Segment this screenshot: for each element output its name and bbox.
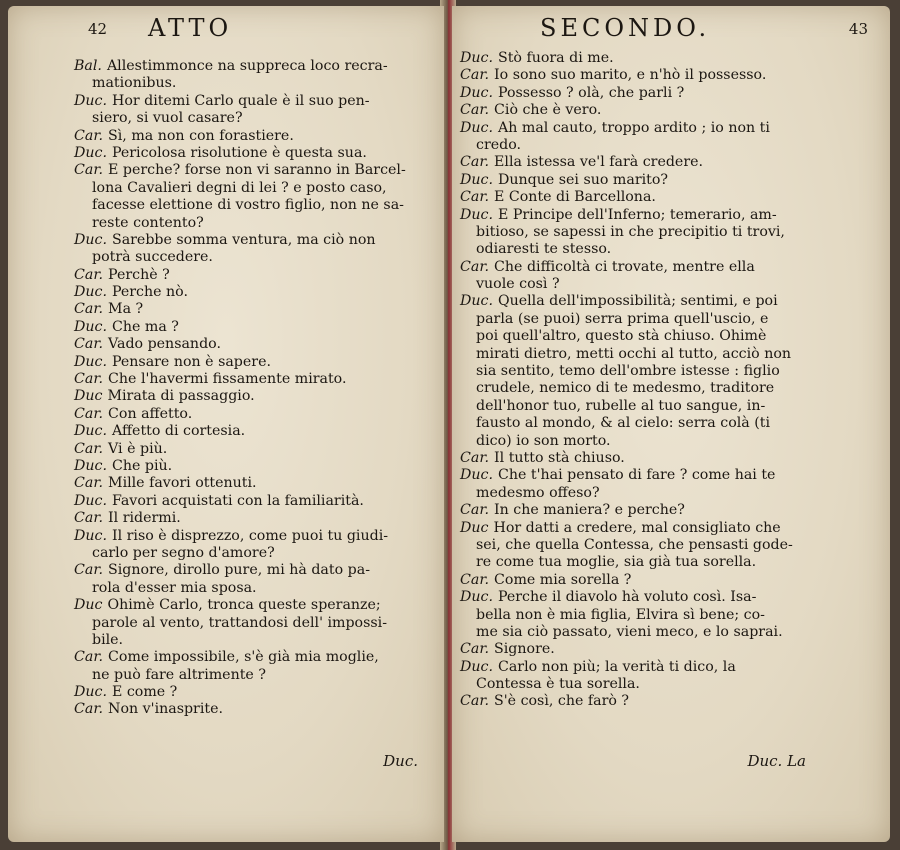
page-number: 43: [848, 20, 868, 38]
line-text: S'è così, che farò ?: [494, 693, 630, 710]
line-text: Io sono suo marito, e n'hò il possesso.: [494, 67, 767, 84]
text-line: [452, 624, 890, 641]
speaker-label: Car.: [74, 336, 104, 353]
speaker-label: Duc.: [460, 171, 493, 188]
line-text: Sarebbe somma ventura, ma ciò non: [111, 231, 376, 248]
text-line: [8, 667, 444, 684]
speaker-label: Car.: [460, 571, 490, 588]
speaker-label: Duc.: [74, 353, 107, 370]
line-text: Come impossibile, s'è già mia moglie,: [108, 649, 379, 666]
text-line: [8, 284, 444, 301]
line-text: bile.: [92, 631, 124, 648]
catchword: Duc. La: [747, 752, 806, 770]
line-text: Non v'inasprite.: [108, 701, 223, 718]
line-text: Che ma ?: [111, 318, 179, 335]
text-line: [8, 354, 444, 371]
line-text: Ah mal cauto, troppo ardito ; io non ti: [497, 119, 770, 136]
line-text: Pericolosa risolutione è questa sua.: [111, 144, 367, 161]
text-line: [452, 537, 890, 554]
line-text: Perche il diavolo hà voluto così. Isa-: [497, 589, 757, 606]
line-text: E come ?: [111, 684, 178, 701]
line-text: me sia ciò passato, vieni meco, e lo saprai.: [476, 623, 783, 640]
text-line: [452, 293, 890, 310]
speaker-label: Duc.: [74, 92, 107, 109]
text-line: [8, 475, 444, 492]
text-line: [8, 128, 444, 145]
line-text: mationibus.: [92, 75, 177, 92]
line-text: parla (se puoi) serra prima quell'uscio, e: [476, 310, 769, 327]
text-line: [8, 145, 444, 162]
speaker-label: Duc.: [74, 423, 107, 440]
line-text: Stò fuora di me.: [497, 50, 614, 66]
text-line: [452, 328, 890, 345]
line-text: re come tua moglie, sia già tua sorella.: [476, 554, 757, 571]
line-text: E perche? forse non vi saranno in Barcel-: [108, 162, 406, 179]
line-text: Signore.: [494, 641, 555, 658]
line-text: Mille favori ottenuti.: [108, 475, 257, 492]
speaker-label: Car.: [460, 502, 490, 519]
text-line: [8, 319, 444, 336]
speaker-label: Car.: [74, 301, 104, 318]
speaker-label: Car.: [74, 510, 104, 527]
text-line: [452, 137, 890, 154]
text-line: [8, 423, 444, 440]
text-line: [8, 58, 444, 75]
text-line: [452, 467, 890, 484]
text-line: [452, 154, 890, 171]
speaker-label: Duc.: [74, 492, 107, 509]
text-line: [452, 520, 890, 537]
text-line: [452, 450, 890, 467]
text-line: [452, 485, 890, 502]
text-line: [8, 493, 444, 510]
text-line: [8, 545, 444, 562]
line-text: bella non è mia figlia, Elvira sì bene; co-: [476, 606, 765, 623]
text-line: [452, 346, 890, 363]
speaker-label: Duc.: [460, 119, 493, 136]
line-text: sia sentito, temo dell'ombre istesse : figlio: [476, 363, 780, 380]
line-text: Signore, dirollo pure, mi hà dato pa-: [108, 562, 370, 579]
text-line: [8, 510, 444, 527]
text-line: [8, 371, 444, 388]
text-line: [452, 554, 890, 571]
text-line: [8, 249, 444, 266]
text-line: [452, 433, 890, 450]
line-text: Vi è più.: [108, 440, 168, 457]
line-text: ne può fare altrimente ?: [92, 666, 266, 683]
text-line: [452, 693, 890, 710]
text-line: [452, 659, 890, 676]
line-text: Che l'havermi fissamente mirato.: [108, 371, 347, 388]
speaker-label: Duc.: [460, 589, 493, 606]
speaker-label: Duc: [460, 519, 489, 536]
text-line: [8, 632, 444, 649]
speaker-label: Car.: [460, 102, 490, 119]
running-head: ATTO: [148, 14, 233, 42]
line-text: Carlo non più; la verità ti dico, la: [497, 658, 736, 675]
left-page: [8, 6, 444, 842]
catchword: Duc.: [383, 752, 418, 770]
speaker-label: Bal.: [74, 58, 102, 74]
speaker-label: Duc.: [460, 658, 493, 675]
line-text: poi quell'altro, questo stà chiuso. Ohimè: [476, 328, 767, 345]
line-text: sei, che quella Contessa, che pensasti gode-: [476, 536, 793, 553]
line-text: Perche nò.: [111, 284, 188, 301]
text-line: [452, 398, 890, 415]
text-line: [452, 102, 890, 119]
speaker-label: Car.: [74, 405, 104, 422]
text-line: [8, 197, 444, 214]
speaker-label: Car.: [74, 649, 104, 666]
speaker-label: Duc.: [74, 144, 107, 161]
text-line: [452, 276, 890, 293]
text-line: [8, 180, 444, 197]
line-text: Il ridermi.: [108, 510, 181, 527]
text-line: [8, 562, 444, 579]
text-line: [8, 441, 444, 458]
line-text: Allestimmonce na suppreca loco recra-: [106, 58, 388, 74]
line-text: crudele, nemico di te medesmo, traditore: [476, 380, 775, 397]
text-line: [452, 189, 890, 206]
speaker-label: Duc.: [74, 284, 107, 301]
speaker-label: Car.: [460, 449, 490, 466]
text-line: [8, 649, 444, 666]
speaker-label: Car.: [460, 67, 490, 84]
speaker-label: Car.: [74, 475, 104, 492]
line-text: carlo per segno d'amore?: [92, 544, 275, 561]
line-text: Hor datti a credere, mal consigliato che: [493, 519, 781, 536]
text-line: [452, 50, 890, 67]
line-text: parole al vento, trattandosi dell' impossi-: [92, 614, 387, 631]
speaker-label: Car.: [460, 693, 490, 710]
line-text: Pensare non è sapere.: [111, 353, 271, 370]
line-text: rola d'esser mia sposa.: [92, 579, 257, 596]
speaker-label: Duc: [74, 597, 103, 614]
line-text: Favori acquistati con la familiarità.: [111, 492, 364, 509]
line-text: credo.: [476, 136, 522, 153]
line-text: Hor ditemi Carlo quale è il suo pen-: [111, 92, 370, 109]
speaker-label: Car.: [460, 154, 490, 171]
speaker-label: Car.: [460, 258, 490, 275]
text-line: [8, 301, 444, 318]
text-line: [8, 267, 444, 284]
text-line: [8, 458, 444, 475]
line-text: Quella dell'impossibilità; sentimi, e poi: [497, 293, 778, 310]
speaker-label: Car.: [460, 641, 490, 658]
speaker-label: Duc.: [460, 467, 493, 484]
speaker-label: Car.: [460, 189, 490, 206]
text-line: [452, 641, 890, 658]
text-line: [8, 597, 444, 614]
text-line: [8, 93, 444, 110]
speaker-label: Duc.: [74, 527, 107, 544]
running-head: SECONDO.: [540, 14, 711, 42]
text-line: [8, 701, 444, 718]
speaker-label: Duc.: [460, 50, 493, 66]
line-text: Ohimè Carlo, tronca queste speranze;: [107, 597, 381, 614]
speaker-label: Duc.: [460, 293, 493, 310]
text-line: [452, 572, 890, 589]
right-page: [452, 6, 890, 842]
text-line: [452, 607, 890, 624]
text-line: [452, 311, 890, 328]
line-text: E Conte di Barcellona.: [494, 189, 656, 206]
text-line: [8, 388, 444, 405]
text-block: [452, 50, 890, 711]
line-text: Che t'hai pensato di fare ? come hai te: [497, 467, 776, 484]
speaker-label: Duc: [74, 388, 103, 405]
line-text: Dunque sei suo marito?: [497, 171, 669, 188]
line-text: Con affetto.: [108, 405, 193, 422]
line-text: E Principe dell'Inferno; temerario, am-: [497, 206, 777, 223]
line-text: Il tutto stà chiuso.: [494, 449, 625, 466]
line-text: Mirata di passaggio.: [107, 388, 255, 405]
text-line: [452, 172, 890, 189]
text-line: [452, 589, 890, 606]
text-line: [8, 232, 444, 249]
line-text: Contessa è tua sorella.: [476, 676, 640, 693]
speaker-label: Car.: [74, 371, 104, 388]
text-line: [452, 207, 890, 224]
line-text: mirati dietro, metti occhi al tutto, acciò non: [476, 345, 792, 362]
text-line: [452, 380, 890, 397]
text-line: [8, 684, 444, 701]
line-text: dell'honor tuo, rubelle al tuo sangue, in-: [476, 397, 766, 414]
line-text: odiaresti te stesso.: [476, 241, 612, 258]
text-line: [452, 85, 890, 102]
line-text: Il riso è disprezzo, come puoi tu giudi-: [111, 527, 389, 544]
line-text: In che maniera? e perche?: [494, 502, 685, 519]
line-text: Affetto di cortesia.: [111, 423, 246, 440]
speaker-label: Car.: [74, 162, 104, 179]
line-text: siero, si vuol casare?: [92, 110, 243, 127]
text-line: [452, 259, 890, 276]
speaker-label: Duc.: [74, 684, 107, 701]
line-text: vuole così ?: [476, 276, 560, 293]
speaker-label: Car.: [74, 701, 104, 718]
line-text: Sì, ma non con forastiere.: [108, 127, 294, 144]
line-text: potrà succedere.: [92, 249, 213, 266]
line-text: fausto al mondo, & al cielo: serra colà (ti: [476, 415, 771, 432]
text-line: [8, 336, 444, 353]
text-block: [8, 58, 444, 719]
line-text: Ciò che è vero.: [494, 102, 602, 119]
text-line: [8, 406, 444, 423]
speaker-label: Duc.: [460, 84, 493, 101]
line-text: Possesso ? olà, che parli ?: [497, 84, 685, 101]
line-text: bitioso, se sapessi in che precipitio ti trovi,: [476, 223, 785, 240]
text-line: [8, 580, 444, 597]
text-line: [452, 67, 890, 84]
text-line: [452, 224, 890, 241]
text-line: [8, 615, 444, 632]
speaker-label: Duc.: [460, 206, 493, 223]
text-line: [452, 120, 890, 137]
line-text: Che più.: [111, 457, 173, 474]
line-text: Ma ?: [108, 301, 144, 318]
line-text: medesmo offeso?: [476, 484, 600, 501]
page-number: 42: [88, 20, 108, 38]
speaker-label: Car.: [74, 127, 104, 144]
line-text: reste contento?: [92, 214, 204, 231]
text-line: [452, 415, 890, 432]
line-text: Ella istessa ve'l farà credere.: [494, 154, 704, 171]
text-line: [452, 363, 890, 380]
speaker-label: Car.: [74, 440, 104, 457]
line-text: Che difficoltà ci trovate, mentre ella: [494, 258, 755, 275]
speaker-label: Car.: [74, 266, 104, 283]
line-text: Come mia sorella ?: [494, 571, 632, 588]
text-line: [8, 162, 444, 179]
line-text: Vado pensando.: [108, 336, 221, 353]
line-text: lona Cavalieri degni di lei ? e posto caso,: [92, 179, 387, 196]
line-text: facesse elettione di vostro figlio, non ne sa-: [92, 197, 404, 214]
text-line: [452, 241, 890, 258]
text-line: [452, 676, 890, 693]
speaker-label: Duc.: [74, 318, 107, 335]
text-line: [8, 528, 444, 545]
line-text: dico) io son morto.: [476, 432, 611, 449]
speaker-label: Duc.: [74, 457, 107, 474]
text-line: [452, 502, 890, 519]
text-line: [8, 215, 444, 232]
speaker-label: Car.: [74, 562, 104, 579]
text-line: [8, 75, 444, 92]
line-text: Perchè ?: [108, 266, 170, 283]
text-line: [8, 110, 444, 127]
speaker-label: Duc.: [74, 231, 107, 248]
